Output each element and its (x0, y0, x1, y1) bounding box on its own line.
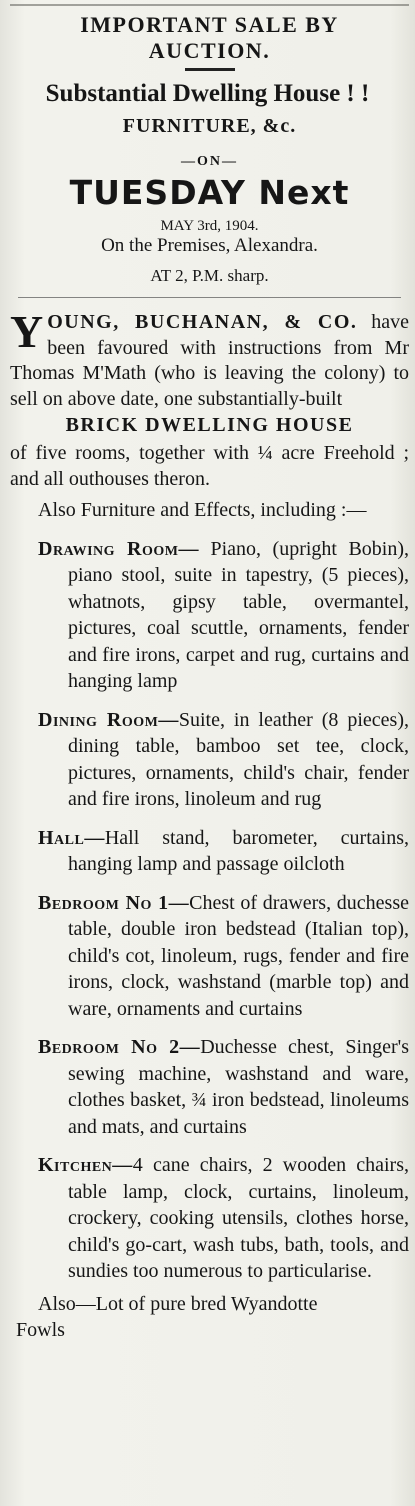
room-contents: Chest of drawers, duchesse table, double iron bedstead (Italian top), child's cot, linoleum, rugs, fender and fire irons, clock, washstand (marble top) and ware, ornaments and curtains (68, 891, 409, 1020)
heading-line-2: AUCTION. (148, 38, 271, 63)
room-list (10, 536, 409, 1285)
room-name: Hall— (38, 826, 105, 849)
closing-fowls: Fowls (16, 1318, 65, 1341)
heading-line-1: IMPORTANT SALE BY (80, 12, 339, 37)
on-label: —ON— (181, 154, 238, 169)
sale-location: On the Premises, Alexandra. (101, 235, 318, 256)
room-name: Bedroom No 1— (38, 891, 190, 914)
top-rule (10, 4, 409, 6)
drop-cap: Y (10, 306, 44, 357)
room-contents: Hall stand, barometer, curtains, hanging lamp and passage oilcloth (68, 826, 409, 875)
intro-paragraph (10, 306, 410, 412)
room-entry-bedroom-1 (10, 890, 409, 1023)
room-contents: Suite, in leather (8 pieces), dining table, bamboo set tee, clock, pictures, ornaments, child's chair, fender and fire irons, linoleum and rug (68, 708, 409, 810)
also-furniture: Also Furniture and Effects, including :— (38, 499, 367, 521)
room-entry-kitchen (10, 1152, 409, 1285)
heading-dash (185, 68, 235, 71)
room-contents: 4 cane chairs, 2 wooden chairs, table lamp, clock, curtains, linoleum, crockery, cooking utensils, clothes horse, child's go-cart, wash tubs, bath, tools, and sundies too numerous to particularise. (68, 1154, 409, 1282)
auctioneer-firm: OUNG, BUCHANAN, & CO. (47, 311, 358, 333)
building-heading: BRICK DWELLING HOUSE (65, 414, 354, 436)
room-entry-dining-room (10, 707, 409, 813)
room-entry-drawing-room (10, 536, 409, 695)
room-name: Drawing Room— (38, 537, 199, 560)
room-contents: Duchesse chest, Singer's sewing machine, washstand and ware, clothes basket, ¾ iron bedstead, linoleums and mats, and curtains (68, 1036, 409, 1138)
day-heading: TUESDAY Next (69, 173, 350, 212)
room-name: Dining Room— (38, 708, 179, 731)
sale-time: AT 2, P.M. sharp. (150, 266, 269, 285)
building-description: of five rooms, together with ¼ acre Freehold ; and all outhouses theron. (10, 442, 409, 490)
room-contents: Piano, (upright Bobin), piano stool, suite in tapestry, (5 pieces), whatnots, gipsy table, overmantel, pictures, coal scuttle, ornaments, fender and fire irons, carpet and rug, curtains and hanging lamp (68, 537, 410, 692)
room-name: Kitchen— (38, 1154, 133, 1176)
room-name: Bedroom No 2— (38, 1036, 201, 1058)
sale-date: MAY 3rd, 1904. (160, 218, 259, 234)
room-entry-hall (10, 825, 409, 878)
property-heading: Substantial Dwelling House ! ! (45, 80, 370, 107)
room-entry-bedroom-2 (10, 1034, 409, 1140)
closing-also: Also—Lot of pure bred Wyandotte (38, 1292, 318, 1315)
divider (18, 297, 401, 298)
intro-text: have been favoured with instructions from Mr Thomas M'Math (who is leaving the colony) to sell on above date, one substantially-built (10, 311, 410, 410)
furniture-heading: FURNITURE, &c. (122, 115, 297, 137)
